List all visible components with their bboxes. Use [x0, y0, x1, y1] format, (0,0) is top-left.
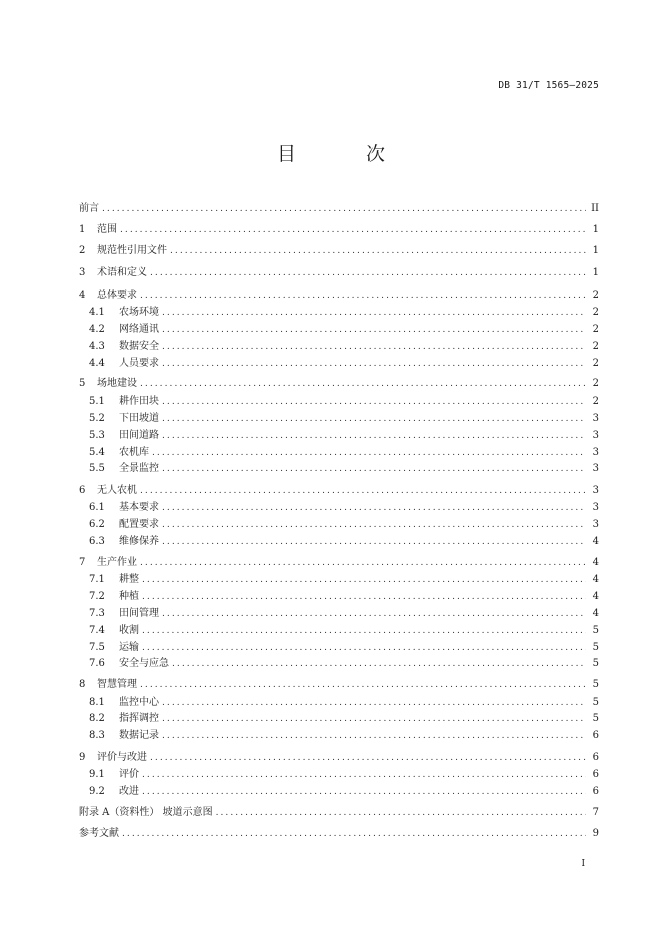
toc-entry-title: 监控中心 [119, 697, 159, 708]
toc-entry[interactable] [79, 710, 599, 727]
toc-entry-title: 数据记录 [119, 730, 159, 741]
toc-entry-title: 耕作田块 [119, 396, 159, 407]
toc-entry[interactable] [79, 571, 599, 588]
toc-entry-number: 7.5 [89, 642, 105, 653]
toc-entry-page: II [591, 203, 599, 214]
toc-leader-dots [140, 677, 586, 694]
toc-entry-title: 参考文献 [79, 828, 119, 839]
toc-entry-page: 6 [592, 752, 599, 763]
toc-entry-page: 2 [592, 307, 599, 318]
toc-leader-dots [150, 265, 586, 282]
toc-entry-number: 9 [79, 752, 86, 763]
toc-entry-title: 种植 [119, 591, 139, 602]
toc-entry-page: 3 [592, 447, 599, 458]
toc-leader-dots [102, 201, 586, 218]
toc-entry-number: 4.1 [89, 307, 105, 318]
toc-leader-dots [162, 534, 586, 551]
toc-entry-number: 7.2 [89, 591, 105, 602]
toc-entry-title: 数据安全 [119, 341, 159, 352]
toc-entry[interactable] [79, 393, 599, 410]
toc-entry-title: 人员要求 [119, 358, 159, 369]
toc-leader-dots [162, 411, 586, 428]
toc-entry-number: 4.2 [89, 324, 105, 335]
toc-entry-page: 2 [592, 290, 599, 301]
toc-entry-title: 全景监控 [119, 463, 159, 474]
toc-entry-title: 安全与应急 [119, 658, 169, 669]
toc-entry-title: 维修保养 [119, 536, 159, 547]
toc-entry[interactable] [79, 321, 599, 338]
toc-entry-page: 4 [592, 591, 599, 602]
toc-entry[interactable] [79, 639, 599, 656]
toc-entry-number: 8 [79, 679, 86, 690]
toc-entry[interactable] [79, 783, 599, 800]
toc-entry-number: 6.3 [89, 536, 105, 547]
toc-leader-dots [170, 243, 586, 260]
toc-entry-title: 评价与改进 [97, 752, 147, 763]
toc-entry-number: 2 [79, 245, 86, 256]
toc-entry[interactable] [79, 410, 599, 427]
toc-entry-number: 7 [79, 557, 86, 568]
toc-entry[interactable] [79, 694, 599, 711]
toc-entry-page: 7 [592, 807, 599, 818]
toc-entry-title: 改进 [119, 786, 139, 797]
toc-leader-dots [150, 750, 586, 767]
toc-entry[interactable] [79, 221, 599, 238]
toc-entry-number: 4.3 [89, 341, 105, 352]
toc-entry-title: 运输 [119, 642, 139, 653]
toc-entry-number: 4 [79, 290, 86, 301]
toc-entry-page: 5 [592, 642, 599, 653]
toc-entry-page: 3 [592, 502, 599, 513]
toc-entry-title: 农场环境 [119, 307, 159, 318]
toc-entry[interactable] [79, 304, 599, 321]
toc-entry[interactable] [79, 200, 599, 217]
standard-code: DB 31/T 1565—2025 [498, 80, 599, 91]
toc-entry-number: 1 [79, 224, 86, 235]
toc-entry-title: 无人农机 [97, 485, 137, 496]
toc-entry-number: 5.5 [89, 463, 105, 474]
toc-entry-page: 1 [592, 267, 599, 278]
toc-entry-title: 基本要求 [119, 502, 159, 513]
toc-entry[interactable] [79, 375, 599, 392]
toc-leader-dots [142, 767, 586, 784]
toc-leader-dots [140, 555, 586, 572]
toc-leader-dots [162, 517, 586, 534]
toc-entry-number: 6.2 [89, 519, 105, 530]
toc-leader-dots [162, 305, 586, 322]
toc-entry-title: 术语和定义 [97, 267, 147, 278]
toc-entry-number: 5.2 [89, 413, 105, 424]
toc-entry[interactable] [79, 825, 599, 842]
toc-entry-number: 3 [79, 267, 86, 278]
toc-entry-title: 生产作业 [97, 557, 137, 568]
toc-entry-page: 5 [592, 697, 599, 708]
toc-leader-dots [162, 500, 586, 517]
toc-entry-page: 4 [592, 574, 599, 585]
toc-entry[interactable] [79, 338, 599, 355]
toc-entry-number: 7.6 [89, 658, 105, 669]
toc-entry-number: 8.1 [89, 697, 105, 708]
toc-leader-dots [162, 322, 586, 339]
toc-entry[interactable] [79, 554, 599, 571]
toc-entry-page: 5 [592, 658, 599, 669]
toc-entry-page: 3 [592, 430, 599, 441]
toc-entry[interactable] [79, 622, 599, 639]
toc-entry-page: 2 [592, 396, 599, 407]
toc-entry-title: 下田坡道 [119, 413, 159, 424]
toc-leader-dots [162, 728, 586, 745]
toc-leader-dots [216, 805, 586, 822]
toc-entry[interactable] [79, 588, 599, 605]
toc-entry-title: 智慧管理 [97, 679, 137, 690]
toc-entry-title: 前言 [79, 203, 99, 214]
toc-entry-number: 9.2 [89, 786, 105, 797]
toc-leader-dots [140, 376, 586, 393]
toc-entry[interactable] [79, 499, 599, 516]
toc-entry-title: 农机库 [119, 447, 149, 458]
toc-entry-title: 规范性引用文件 [97, 245, 167, 256]
toc-leader-dots [142, 589, 586, 606]
toc-entry[interactable] [79, 516, 599, 533]
toc-leader-dots [122, 826, 586, 843]
toc-entry[interactable] [79, 287, 599, 304]
page-title: 目 次 [276, 143, 418, 165]
toc-leader-dots [142, 572, 586, 589]
toc-leader-dots [162, 711, 586, 728]
toc-entry-number: 6 [79, 485, 86, 496]
toc-leader-dots [162, 356, 586, 373]
toc-entry-title: 附录 A（资料性） 坡道示意图 [79, 807, 213, 818]
toc-entry[interactable] [79, 605, 599, 622]
toc-leader-dots [140, 288, 586, 305]
toc-leader-dots [172, 656, 586, 673]
toc-entry[interactable] [79, 766, 599, 783]
toc-entry[interactable] [79, 444, 599, 461]
toc-entry-page: 3 [592, 519, 599, 530]
toc-entry[interactable] [79, 749, 599, 766]
toc-entry-title: 田间管理 [119, 608, 159, 619]
toc-entry-title: 配置要求 [119, 519, 159, 530]
toc-entry-title: 收割 [119, 625, 139, 636]
toc-entry-page: 2 [592, 341, 599, 352]
toc-entry[interactable] [79, 355, 599, 372]
toc-entry-page: 4 [592, 536, 599, 547]
toc-entry-page: 5 [592, 713, 599, 724]
toc-entry-title: 总体要求 [97, 290, 137, 301]
toc-entry-page: 3 [592, 485, 599, 496]
toc-entry[interactable] [79, 533, 599, 550]
toc-entry-number: 5.1 [89, 396, 105, 407]
toc-leader-dots [162, 461, 586, 478]
toc-entry-title: 范围 [97, 224, 117, 235]
toc-entry[interactable] [79, 242, 599, 259]
toc-entry-page: 9 [592, 828, 599, 839]
toc-entry[interactable] [79, 460, 599, 477]
toc-entry-page: 1 [592, 245, 599, 256]
toc-leader-dots [142, 623, 586, 640]
toc-entry-title: 场地建设 [97, 378, 137, 389]
toc-entry-title: 评价 [119, 769, 139, 780]
toc-entry-number: 7.3 [89, 608, 105, 619]
toc-entry-number: 8.3 [89, 730, 105, 741]
toc-entry[interactable] [79, 804, 599, 821]
toc-entry-page: 6 [592, 730, 599, 741]
toc-leader-dots [140, 483, 586, 500]
toc-leader-dots [162, 428, 586, 445]
toc-entry-number: 5 [79, 378, 86, 389]
page-number: I [581, 859, 585, 869]
toc-entry-number: 7.1 [89, 574, 105, 585]
toc-entry-page: 2 [592, 358, 599, 369]
toc-entry-page: 4 [592, 557, 599, 568]
toc-entry-number: 4.4 [89, 358, 105, 369]
toc-entry-page: 2 [592, 324, 599, 335]
toc-entry-number: 8.2 [89, 713, 105, 724]
toc-entry-number: 9.1 [89, 769, 105, 780]
toc-entry-title: 耕整 [119, 574, 139, 585]
toc-entry-number: 7.4 [89, 625, 105, 636]
toc-entry-page: 5 [592, 625, 599, 636]
toc-entry[interactable] [79, 264, 599, 281]
toc-entry[interactable] [79, 676, 599, 693]
toc-leader-dots [120, 222, 586, 239]
toc-entry-page: 6 [592, 786, 599, 797]
toc-entry[interactable] [79, 482, 599, 499]
toc-entry[interactable] [79, 727, 599, 744]
toc-entry-number: 5.4 [89, 447, 105, 458]
toc-leader-dots [162, 339, 586, 356]
toc-entry[interactable] [79, 427, 599, 444]
toc-leader-dots [142, 784, 586, 801]
toc-entry-title: 网络通讯 [119, 324, 159, 335]
toc-entry-number: 6.1 [89, 502, 105, 513]
toc-leader-dots [162, 394, 586, 411]
toc-entry-page: 2 [592, 378, 599, 389]
toc-entry[interactable] [79, 655, 599, 672]
toc-entry-page: 3 [592, 413, 599, 424]
toc-entry-title: 指挥调控 [119, 713, 159, 724]
toc-entry-number: 5.3 [89, 430, 105, 441]
toc-entry-title: 田间道路 [119, 430, 159, 441]
toc-entry-page: 1 [592, 224, 599, 235]
toc-entry-page: 4 [592, 608, 599, 619]
toc-entry-page: 6 [592, 769, 599, 780]
toc-leader-dots [162, 606, 586, 623]
toc-entry-page: 5 [592, 679, 599, 690]
toc-entry-page: 3 [592, 463, 599, 474]
